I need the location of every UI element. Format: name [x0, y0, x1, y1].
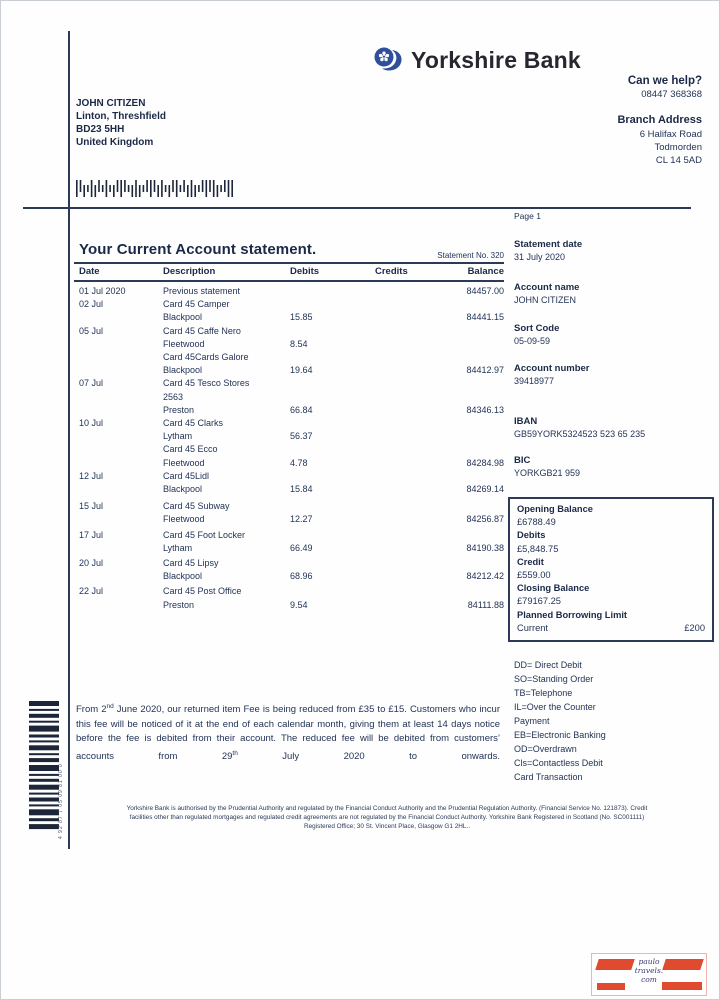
header-debits: Debits	[290, 266, 320, 277]
txn-debit: 66.49	[290, 542, 313, 553]
txn-credit	[375, 513, 460, 526]
txn-balance	[460, 443, 504, 456]
abbreviation-legend	[514, 658, 606, 784]
txn-debit	[290, 298, 375, 311]
transaction-line	[74, 500, 504, 513]
account-name-value: JOHN CITIZEN	[514, 295, 576, 305]
branch-address-lines	[617, 128, 702, 167]
closing-balance-label: Closing Balance	[517, 583, 590, 594]
page-number: Page 1	[514, 211, 541, 221]
watermark-line: paulo	[638, 957, 660, 966]
txn-desc: 2563	[163, 391, 184, 402]
transaction-line	[74, 325, 504, 338]
txn-debit	[290, 417, 375, 430]
transaction-line	[74, 430, 504, 443]
transactions-body	[74, 285, 504, 612]
txn-date	[74, 599, 163, 612]
txn-desc: Fleetwood	[163, 338, 205, 349]
txn-debit: 66.84	[290, 404, 313, 415]
txn-credit	[375, 570, 460, 583]
txn-credit	[375, 430, 460, 443]
fee-notice-text: July 2020 to onwards.	[237, 751, 500, 763]
txn-balance	[460, 470, 504, 483]
statement-date-label: Statement date	[514, 239, 583, 250]
transaction-line	[74, 585, 504, 598]
txn-desc: Card 45 Caffe Nero	[163, 325, 241, 336]
transaction-line	[74, 570, 504, 583]
branch-address-line: Todmorden	[654, 142, 702, 153]
transaction-line	[74, 417, 504, 430]
txn-credit	[375, 557, 460, 570]
txn-date: 01 Jul 2020	[79, 286, 126, 296]
txn-balance: 84412.97	[466, 365, 504, 376]
txn-debit	[290, 325, 375, 338]
txn-balance: 84269.14	[466, 484, 504, 495]
txn-credit	[375, 585, 460, 598]
opening-balance-value: £6788.49	[517, 517, 556, 528]
address-barcode	[76, 180, 238, 197]
credit-total-label: Credit	[517, 556, 544, 567]
txn-desc: Fleetwood	[163, 457, 205, 468]
txn-credit	[375, 404, 460, 417]
txn-desc: Preston	[163, 404, 195, 415]
txn-desc: Fleetwood	[163, 514, 205, 525]
legend-line: DD= Direct Debit	[514, 660, 582, 670]
txn-balance: 84190.38	[466, 542, 504, 553]
legend-line: EB=Electronic Banking	[514, 730, 606, 740]
help-label: Can we help?	[627, 75, 702, 87]
account-name-block	[514, 281, 714, 307]
transaction-line	[74, 457, 504, 470]
transaction-line	[74, 391, 504, 404]
txn-desc: Card 45 Post Office	[163, 586, 242, 597]
txn-date	[74, 457, 163, 470]
txn-credit	[375, 391, 460, 404]
txn-date: 02 Jul	[79, 299, 104, 310]
legal-footer-line: Registered Office; 30 St. Vincent Place, Glasgow G1 2HL..	[303, 823, 470, 830]
bic-value: YORKGB21 959	[514, 468, 581, 478]
statement-date-value: 31 July 2020	[514, 252, 566, 262]
watermark-line: travels.	[634, 966, 664, 975]
account-number-value: 39418977	[514, 376, 555, 386]
watermark-shape	[597, 983, 625, 990]
txn-desc: Preston	[163, 599, 195, 610]
txn-credit	[375, 500, 460, 513]
debits-total-value: £5,848.75	[517, 543, 559, 554]
transaction-line	[74, 470, 504, 483]
txn-debit	[290, 285, 375, 298]
transaction-line	[74, 529, 504, 542]
branch-address-label: Branch Address	[617, 114, 702, 126]
borrowing-limit-label: Planned Borrowing Limit	[517, 609, 628, 620]
watermark-text	[592, 957, 706, 984]
txn-debit: 15.84	[290, 484, 313, 495]
txn-balance	[460, 325, 504, 338]
txn-date	[74, 404, 163, 417]
txn-date	[74, 338, 163, 351]
statement-title: Your Current Account statement.	[79, 241, 317, 258]
txn-balance: 84457.00	[466, 286, 504, 296]
txn-desc: Previous statement	[163, 286, 241, 296]
legend-line: TB=Telephone	[514, 688, 573, 698]
txn-balance: 84212.42	[466, 571, 504, 582]
txn-date: 20 Jul	[79, 558, 104, 569]
legend-line: Payment	[514, 716, 550, 726]
txn-credit	[375, 470, 460, 483]
txn-date	[74, 483, 163, 496]
bic-label: BIC	[514, 455, 531, 466]
current-value: £200	[684, 622, 705, 633]
legal-footer-line: Yorkshire Bank is authorised by the Prudential Authority and regulated by the Financial Conduct Authority and the Prudential Regulation Authority. (Financial Service No. 121873). Credit	[126, 805, 648, 812]
txn-desc: Card 45 Foot Locker	[163, 529, 246, 540]
txn-debit: 12.27	[290, 514, 313, 525]
branch-address	[617, 114, 702, 167]
txn-credit	[375, 364, 460, 377]
header-credits: Credits	[375, 266, 408, 277]
txn-debit	[290, 351, 375, 364]
txn-date: 17 Jul	[79, 529, 104, 540]
customer-address-line: Linton, Threshfield	[76, 111, 166, 122]
txn-desc: Blackpool	[163, 484, 203, 495]
balance-summary-box	[508, 497, 714, 642]
txn-desc: Card 45 Camper	[163, 299, 230, 310]
left-margin-line	[68, 31, 70, 849]
bank-name: Yorkshire Bank	[411, 46, 581, 73]
txn-balance	[460, 338, 504, 351]
branch-address-line: 6 Halifax Road	[639, 129, 702, 140]
credit-total-value: £559.00	[517, 570, 551, 581]
txn-credit	[375, 351, 460, 364]
txn-balance: 84284.98	[466, 457, 504, 468]
txn-desc: Blackpool	[163, 571, 203, 582]
customer-address-line: BD23 5HH	[76, 124, 125, 135]
iban-block	[514, 415, 714, 441]
legend-line: Cls=Contactless Debit	[514, 758, 603, 768]
txn-date	[74, 351, 163, 364]
bank-logo-icon	[373, 45, 405, 75]
transaction-line	[74, 338, 504, 351]
txn-debit	[290, 391, 375, 404]
txn-date	[74, 542, 163, 555]
transaction-line	[74, 285, 504, 298]
iban-value: GB59YORK5324523 523 65 235	[514, 429, 646, 439]
txn-credit	[375, 325, 460, 338]
txn-desc: Lytham	[163, 542, 193, 553]
txn-date	[74, 513, 163, 526]
help-block	[628, 75, 702, 100]
txn-desc: Card 45 Ecco	[163, 444, 218, 455]
txn-debit: 15.85	[290, 312, 313, 323]
statement-date-block	[514, 238, 714, 264]
account-number-label: Account number	[514, 363, 590, 374]
txn-credit	[375, 417, 460, 430]
transaction-line	[74, 599, 504, 612]
txn-balance: 84346.13	[466, 404, 504, 415]
txn-date: 15 Jul	[79, 501, 104, 512]
transaction-line	[74, 311, 504, 324]
txn-date: 07 Jul	[79, 378, 104, 389]
iban-label: IBAN	[514, 416, 538, 427]
fee-notice-text: From 2	[76, 704, 107, 716]
branch-address-line: CL 14 5AD	[655, 155, 702, 166]
txn-desc: Card 45 Clarks	[163, 418, 224, 429]
txn-credit	[375, 311, 460, 324]
txn-debit	[290, 557, 375, 570]
fee-notice	[76, 700, 500, 765]
legal-footer-line: facilities other than regulated mortgages and regulated credit agreements are not regulated by the Financial Conduct Authority. Yorkshire Bank Registered in Scotland (No. SC001111)	[129, 814, 645, 821]
txn-debit: 4.78	[290, 457, 308, 468]
txn-debit: 19.64	[290, 365, 313, 376]
opening-balance-label: Opening Balance	[517, 504, 593, 514]
txn-date	[74, 391, 163, 404]
txn-credit	[375, 338, 460, 351]
txn-balance: 84111.88	[467, 599, 504, 610]
txn-debit: 56.37	[290, 431, 313, 442]
txn-desc: Card 45 Tesco Stores	[163, 378, 250, 389]
legend-line: Card Transaction	[514, 772, 583, 782]
txn-date	[74, 364, 163, 377]
debits-total-label: Debits	[517, 530, 546, 541]
transaction-line	[74, 377, 504, 390]
txn-date: 05 Jul	[79, 325, 104, 336]
account-name-label: Account name	[514, 282, 580, 293]
txn-debit: 68.96	[290, 571, 313, 582]
legend-line: IL=Over the Counter	[514, 702, 596, 712]
txn-credit	[375, 599, 460, 612]
sort-code-block	[514, 322, 714, 348]
current-label: Current	[517, 622, 549, 633]
txn-desc: Card 45 Lipsy	[163, 558, 219, 569]
txn-balance	[460, 351, 504, 364]
sheet-barcode	[29, 701, 59, 839]
txn-balance	[460, 391, 504, 404]
transaction-line	[74, 443, 504, 456]
account-number-block	[514, 362, 714, 388]
txn-date	[74, 570, 163, 583]
txn-balance	[460, 529, 504, 542]
header-date: Date	[79, 266, 100, 277]
txn-desc: Card 45Cards Galore	[163, 352, 249, 363]
txn-date	[74, 443, 163, 456]
txn-credit	[375, 542, 460, 555]
txn-credit	[375, 285, 460, 298]
help-phone: 08447 368368	[641, 89, 702, 100]
header-description: Description	[163, 266, 216, 277]
txn-debit	[290, 500, 375, 513]
txn-credit	[375, 529, 460, 542]
txn-date: 22 Jul	[79, 586, 104, 597]
legal-footer	[71, 804, 703, 831]
borrowing-limit-current	[517, 622, 705, 635]
fee-notice-sup: nd	[106, 703, 114, 710]
sort-code-value: 05-09-59	[514, 336, 551, 346]
header-balance: Balance	[467, 266, 504, 277]
txn-balance	[460, 585, 504, 598]
transaction-line	[74, 542, 504, 555]
txn-credit	[375, 483, 460, 496]
transaction-line	[74, 513, 504, 526]
txn-balance	[460, 500, 504, 513]
txn-date	[74, 311, 163, 324]
txn-desc: Blackpool	[163, 312, 203, 323]
txn-debit	[290, 585, 375, 598]
txn-desc: Card 45Lidl	[163, 470, 210, 481]
txn-balance	[460, 417, 504, 430]
transactions-table	[74, 262, 504, 612]
txn-debit: 9.54	[290, 599, 308, 610]
txn-debit: 8.54	[290, 338, 308, 349]
sheet-barcode-digits: 4 92 87 7 05 09 81 00 0	[58, 763, 64, 839]
transaction-line	[74, 483, 504, 496]
txn-credit	[375, 457, 460, 470]
closing-balance-value: £79167.25	[517, 596, 561, 607]
txn-credit	[375, 443, 460, 456]
txn-balance	[460, 557, 504, 570]
txn-debit	[290, 470, 375, 483]
bank-logo	[373, 45, 581, 75]
txn-balance: 84256.87	[466, 514, 504, 525]
top-divider	[23, 207, 691, 209]
transaction-line	[74, 298, 504, 311]
watermark-line: com	[641, 975, 657, 984]
txn-desc: Card 45 Subway	[163, 501, 230, 512]
txn-date	[74, 430, 163, 443]
statement-number: Statement No. 320	[437, 251, 504, 260]
transaction-line	[74, 364, 504, 377]
txn-desc: Blackpool	[163, 365, 203, 376]
txn-date: 12 Jul	[79, 470, 104, 481]
txn-balance: 84441.15	[466, 312, 504, 323]
customer-address	[76, 97, 166, 149]
txn-desc: Lytham	[163, 431, 193, 442]
customer-address-line: JOHN CITIZEN	[76, 98, 146, 109]
txn-balance	[460, 430, 504, 443]
txn-credit	[375, 377, 460, 390]
transactions-header	[74, 262, 504, 282]
txn-date: 10 Jul	[79, 418, 104, 429]
legend-line: SO=Standing Order	[514, 674, 594, 684]
transaction-line	[74, 404, 504, 417]
fee-notice-sup: th	[232, 749, 238, 757]
txn-credit	[375, 298, 460, 311]
fee-notice-text: June 2020, our returned item Fee is being reduced from £35 to £15. Customers who incur this fee will be noticed of it at the end of each calendar month, giving them at least 14 days notice before the fee is debited from their account. The reduced fee will be debited from customers’ accounts from 29	[76, 704, 500, 763]
bic-block	[514, 454, 714, 480]
legend-line: OD=Overdrawn	[514, 744, 577, 754]
transaction-line	[74, 557, 504, 570]
txn-debit	[290, 529, 375, 542]
txn-balance	[460, 298, 504, 311]
txn-debit	[290, 443, 375, 456]
site-watermark	[591, 953, 707, 996]
customer-address-line: United Kingdom	[76, 137, 154, 148]
transaction-line	[74, 351, 504, 364]
txn-balance	[460, 377, 504, 390]
txn-debit	[290, 377, 375, 390]
sort-code-label: Sort Code	[514, 323, 560, 334]
